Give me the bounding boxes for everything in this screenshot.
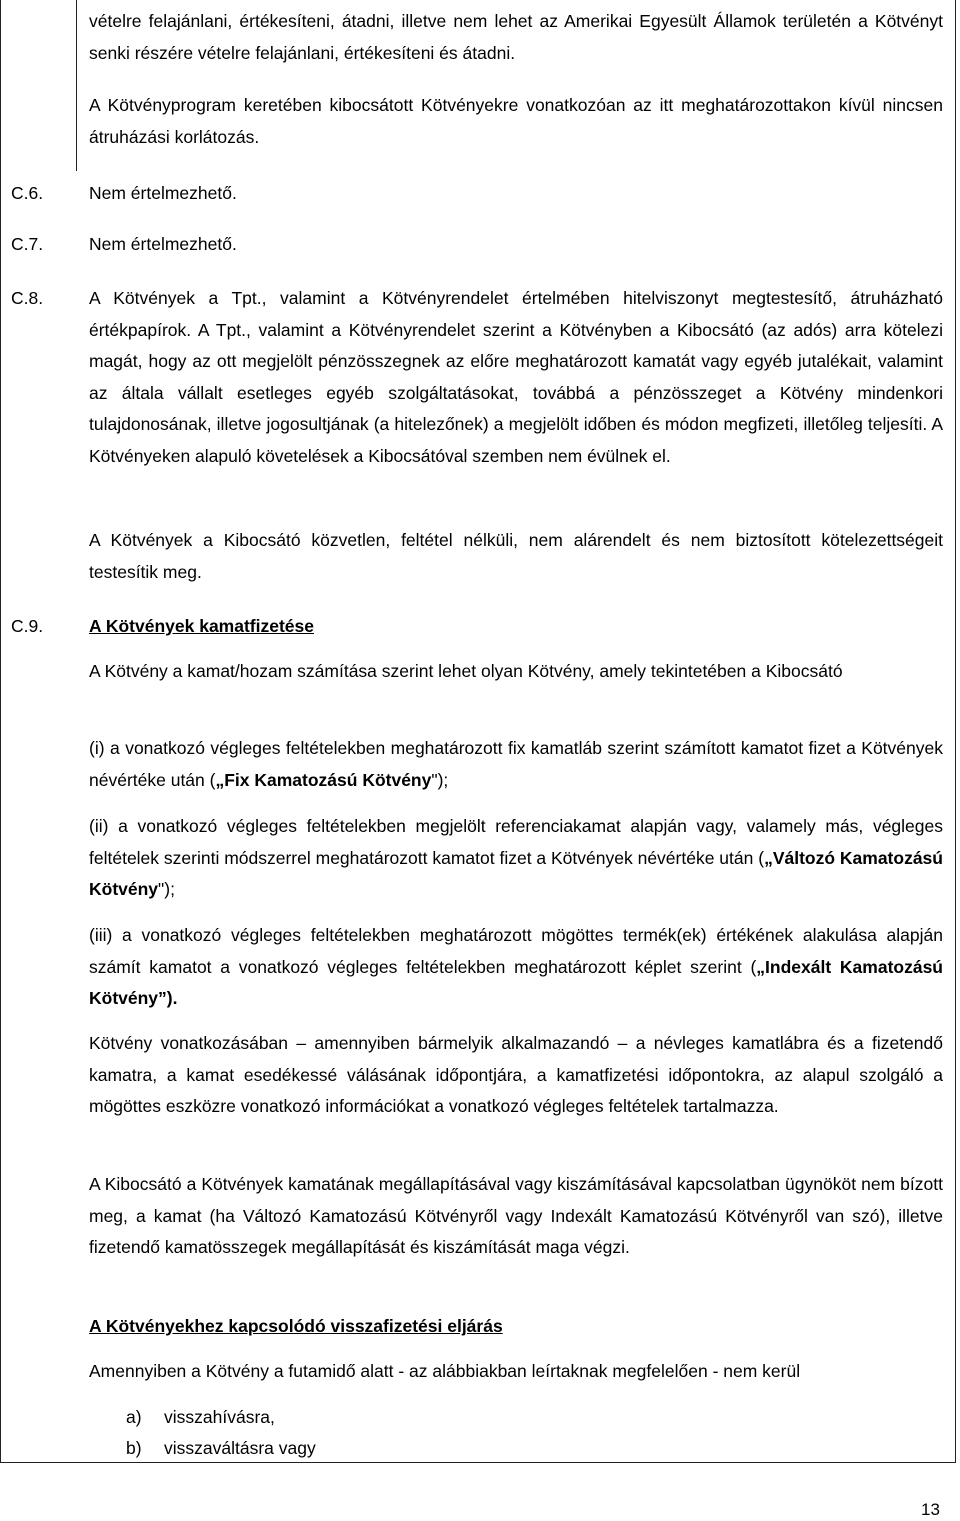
list-item xyxy=(126,1433,316,1464)
option-i-name: „Fix Kamatozású Kötvény xyxy=(215,769,432,790)
section-number-c9: C.9. xyxy=(11,616,44,636)
section-c9-paragraph-1: A Kötvény a kamat/hozam számítása szerint lehet olyan Kötvény, amely tekintetében a Kibocsátó xyxy=(89,661,843,681)
interest-option-ii xyxy=(89,811,943,906)
interest-option-iii xyxy=(89,920,943,1015)
option-iii-name: „Indexált Kamatozású Kötvény”). xyxy=(89,956,943,1008)
repayment-heading: A Kötvényekhez kapcsolódó visszafizetési eljárás xyxy=(89,1316,503,1336)
list-marker: b) xyxy=(126,1438,142,1458)
list-item xyxy=(126,1402,275,1433)
section-c8-paragraph-1: A Kötvények a Tpt., valamint a Kötvényrendelet értelmében hitelviszonyt megtestesítő, átruházható értékpapírok. A Tpt., valamint a Kötvényrendelet szerint a Kötvényben a Kibocsátó (az adós) arra kötelezi magát, hogy az ott megjelölt pénzösszegnek az előre meghatározott kamatát vagy egyéb jutalékait, valamint az általa vállalt esetleges egyéb szolgáltatásokat, továbbá a pénzösszeget a Kötvény mindenkori tulajdonosának, illetve jogosultjának (a hitelezőnek) a megjelölt időben és módon megfizeti, illetőleg teljesíti. A Kötvényeken alapuló követelések a Kibocsátóval szemben nem évülnek el. xyxy=(89,288,943,466)
page-number: 13 xyxy=(921,1500,940,1519)
section-c7-text: Nem értelmezhető. xyxy=(89,234,237,254)
section-number-c8: C.8. xyxy=(11,288,44,308)
list-item-text: visszaváltásra vagy xyxy=(164,1438,316,1458)
option-ii-name: „Változó Kamatozású Kötvény xyxy=(89,847,943,899)
option-ii-close: "); xyxy=(158,879,175,899)
option-ii-text: (ii) a vonatkozó végleges feltételekben megjelölt referenciakamat alapján vagy, valamely más, végleges feltételek szerinti módszerrel meghatározott kamatot fizet a Kötvények névértéke után ( xyxy=(89,816,943,868)
interest-option-i xyxy=(89,733,943,796)
list-item-text: visszahívásra, xyxy=(164,1407,275,1427)
list-marker: a) xyxy=(126,1407,142,1427)
option-i-close: "); xyxy=(431,769,449,790)
section-c9-heading: A Kötvények kamatfizetése xyxy=(89,616,315,636)
option-iii-text: (iii) a vonatkozó végleges feltételekben meghatározott mögöttes termék(ek) értékének alakulása alapján számít kamatot a vonatkozó végleges feltételekben meghatározott képlet szerint ( xyxy=(89,925,943,977)
section-c9-paragraph-2: Kötvény vonatkozásában ‒ amennyiben bármelyik alkalmazandó ‒ a névleges kamatlábra és a fizetendő kamatra, a kamat esedékessé válásának időpontjára, a kamatfizetési időpontokra, az alapul szolgáló a mögöttes eszközre vonatkozó információkat a vonatkozó végleges feltételek tartalmazza. xyxy=(89,1033,943,1116)
section-number-c7: C.7. xyxy=(11,234,44,254)
column-divider xyxy=(76,0,77,171)
section-c8-paragraph-2: A Kötvények a Kibocsátó közvetlen, feltétel nélküli, nem alárendelt és nem biztosított kötelezettségeit testesítik meg. xyxy=(89,530,943,582)
section-c6-text: Nem értelmezhető. xyxy=(89,183,237,203)
intro-paragraph-2: A Kötvényprogram keretében kibocsátott Kötvényekre vonatkozóan az itt meghatározottakon kívül nincsen átruházási korlátozás. xyxy=(89,95,943,147)
section-c9-paragraph-3: A Kibocsátó a Kötvények kamatának megállapításával vagy kiszámításával kapcsolatban ügynököt nem bízott meg, a kamat (ha Változó Kamatozású Kötvényről vagy Indexált Kamatozású Kötvényről van szó), illetve fizetendő kamatösszegek megállapítását és kiszámítását maga végzi. xyxy=(89,1174,943,1257)
section-number-c6: C.6. xyxy=(11,183,44,203)
section-c9-paragraph-4: Amennyiben a Kötvény a futamidő alatt - az alábbiakban leírtaknak megfelelően - nem kerül xyxy=(89,1361,801,1381)
intro-paragraph-1: vételre felajánlani, értékesíteni, átadni, illetve nem lehet az Amerikai Egyesült Államok területén a Kötvényt senki részére vételre felajánlani, értékesíteni és átadni. xyxy=(89,11,943,63)
option-i-text: (i) a vonatkozó végleges feltételekben meghatározott fix kamatláb szerint számított kamatot fizet a Kötvények névértéke után ( xyxy=(89,738,943,790)
